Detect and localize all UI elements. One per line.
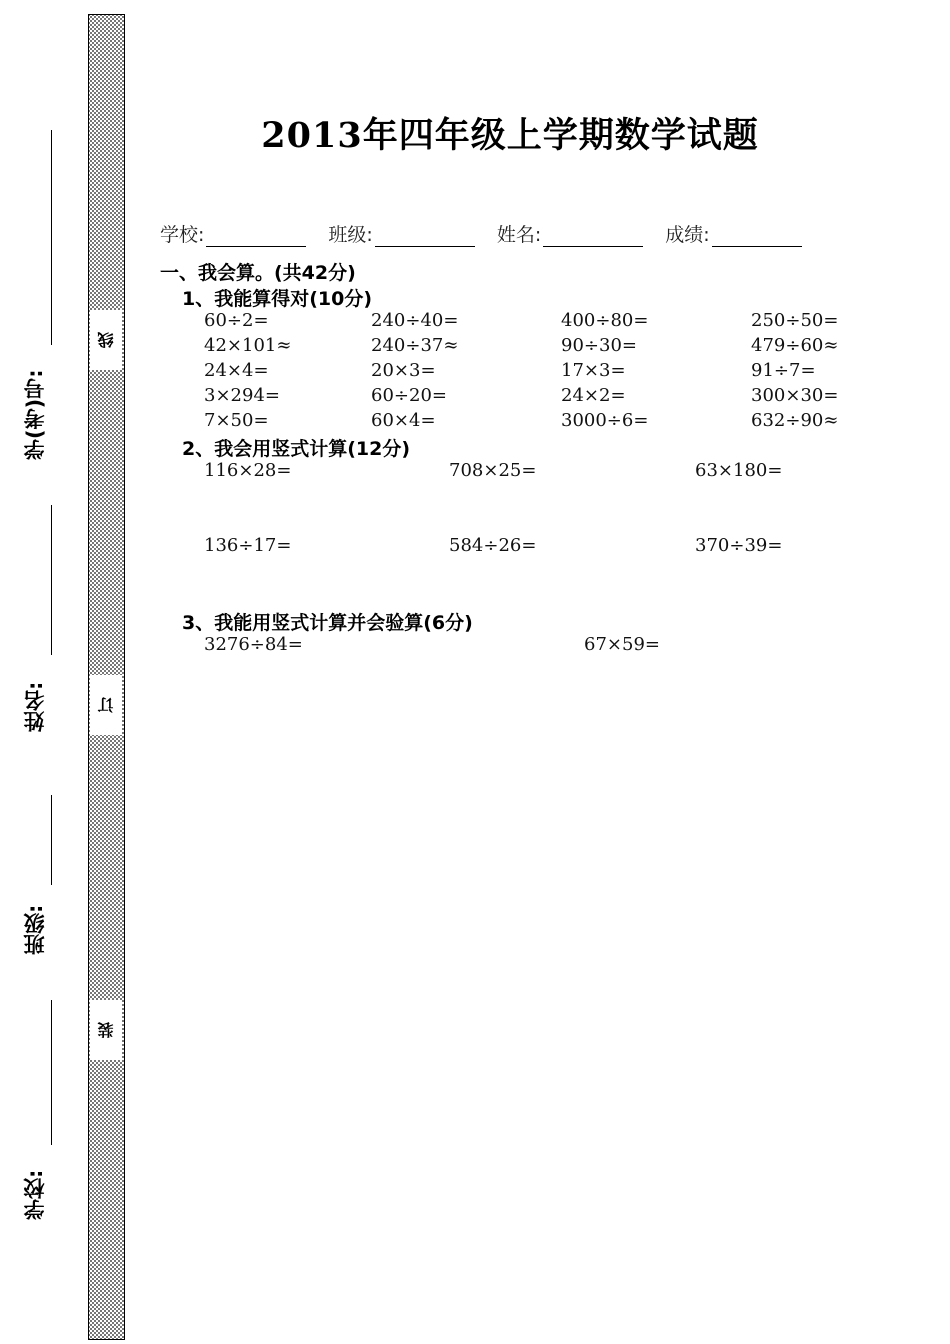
problem: 7×50= xyxy=(204,410,269,431)
exam-number-label: 学(考)号: xyxy=(23,369,47,461)
part3-heading: 3、我能用竖式计算并会验算(6分) xyxy=(182,612,473,634)
binding-box-staple xyxy=(90,675,122,735)
binding-mark-order: 订 xyxy=(96,697,116,713)
problem: 3000÷6= xyxy=(561,410,649,431)
binding-strip xyxy=(88,14,125,1340)
class-field-blank[interactable] xyxy=(375,224,475,247)
problem: 240÷40= xyxy=(371,310,459,331)
problem: 24×4= xyxy=(204,360,269,381)
score-field xyxy=(665,220,801,247)
problem: 3×294= xyxy=(204,385,280,406)
score-field-label: 成绩: xyxy=(665,224,710,246)
binding-margin xyxy=(0,0,86,1344)
problem: 584÷26= xyxy=(449,535,537,556)
name-line[interactable] xyxy=(51,795,52,885)
name-field-label: 姓名: xyxy=(496,224,542,246)
problem: 370÷39= xyxy=(695,535,783,556)
problem: 60÷20= xyxy=(371,385,447,406)
class-field-label: 班级: xyxy=(328,224,373,246)
problem: 24×2= xyxy=(561,385,626,406)
exam-number-line[interactable] xyxy=(51,505,52,655)
name-field xyxy=(497,220,643,247)
problem: 20×3= xyxy=(371,360,436,381)
school-field xyxy=(160,220,306,247)
binding-mark-bind: 装 xyxy=(96,1022,116,1038)
binding-mark-line: 线 xyxy=(96,332,116,348)
problem: 60×4= xyxy=(371,410,436,431)
part1-heading: 1、我能算得对(10分) xyxy=(182,288,373,310)
problem: 400÷80= xyxy=(561,310,649,331)
problem: 90÷30= xyxy=(561,335,637,356)
problem: 60÷2= xyxy=(204,310,269,331)
school-field-label: 学校: xyxy=(160,224,205,246)
problem: 300×30= xyxy=(751,385,839,406)
problem: 17×3= xyxy=(561,360,626,381)
problem: 240÷37≈ xyxy=(371,335,459,356)
school-label: 学校: xyxy=(23,1169,47,1221)
school-field-blank[interactable] xyxy=(206,224,306,247)
name-field-blank[interactable] xyxy=(543,224,643,247)
problem: 63×180= xyxy=(695,460,783,481)
binding-box-line xyxy=(90,310,122,370)
student-info-row xyxy=(160,220,880,247)
class-line[interactable] xyxy=(51,1000,52,1145)
name-label: 姓名: xyxy=(23,681,47,733)
problem: 250÷50= xyxy=(751,310,839,331)
problem: 3276÷84= xyxy=(204,634,303,655)
problem: 91÷7= xyxy=(751,360,816,381)
class-label: 班级: xyxy=(23,904,47,956)
class-field xyxy=(328,220,474,247)
problem: 708×25= xyxy=(449,460,537,481)
problem: 116×28= xyxy=(204,460,292,481)
section-heading: 一、我会算。(共42分) xyxy=(160,262,356,284)
problem: 42×101≈ xyxy=(204,335,292,356)
page-title: 2013年四年级上学期数学试题 xyxy=(261,115,759,156)
problem: 136÷17= xyxy=(204,535,292,556)
binding-box-bind xyxy=(90,1000,122,1060)
margin-line xyxy=(51,130,52,345)
problem: 67×59= xyxy=(584,634,660,655)
problem: 479÷60≈ xyxy=(751,335,839,356)
part2-heading: 2、我会用竖式计算(12分) xyxy=(182,438,411,460)
problem: 632÷90≈ xyxy=(751,410,839,431)
score-field-blank[interactable] xyxy=(712,224,802,247)
